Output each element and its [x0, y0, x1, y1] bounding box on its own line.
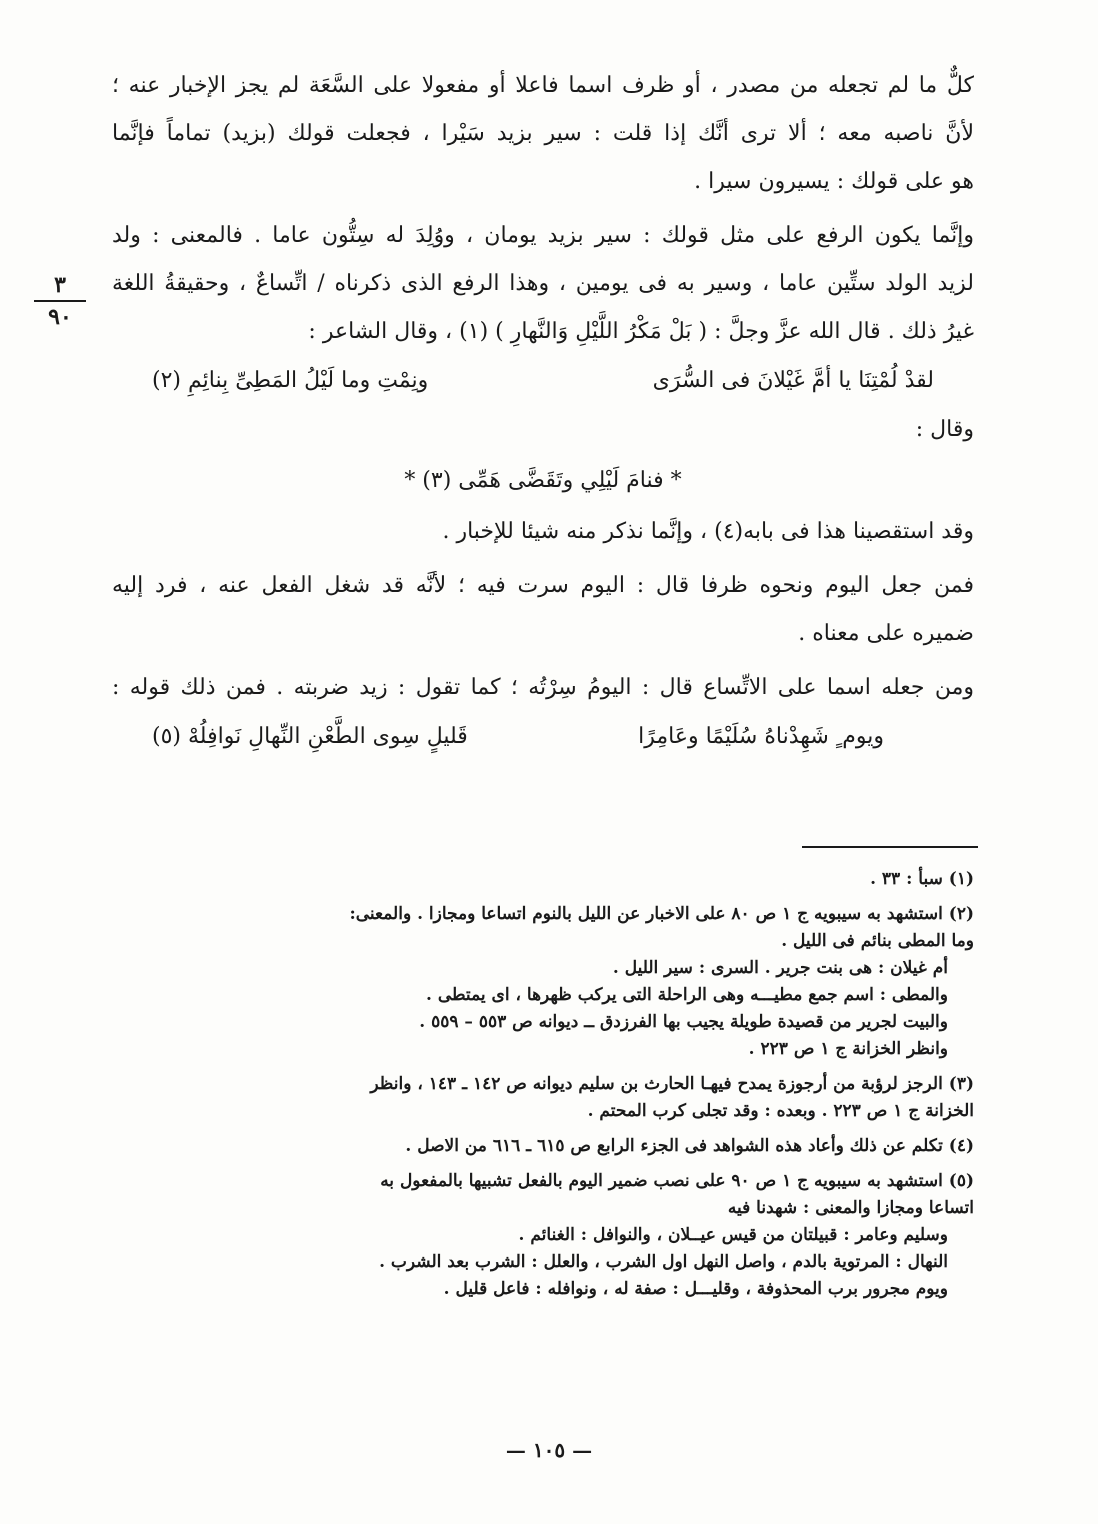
footnote-5	[112, 1168, 974, 1303]
text-line: غيرُ ذلك . قال الله عزَّ وجلَّ : ( بَلْ مَكْرُ اللَّيْلِ وَالنَّهارِ ) (١) ، وقال الشاعر :	[308, 319, 974, 344]
footnote-line: (٤) تكلم عن ذلك وأعاد هذه الشواهد فى الجزء الرابع ص ٦١٥ ـ ٦١٦ من الاصل .	[405, 1136, 974, 1156]
footnote-line: وما المطى بنائم فى الليل .	[781, 931, 974, 951]
verse-1	[112, 356, 974, 406]
footnote-line: (١) سبأ : ٣٣ .	[870, 869, 974, 889]
footnote-line: (٣) الرجز لرؤبة من أرجوزة يمدح فيهـا الحارث بن سليم ديوانه ص ١٤٢ ـ ١٤٣ ، وانظر	[370, 1074, 974, 1094]
footnote-line: (٢) استشهد به سيبويه ج ١ ص ٨٠ على الاخبار عن الليل بالنوم اتساعا ومجازا . والمعنى:	[349, 904, 974, 924]
text-line: وإنَّما يكون الرفع على مثل قولك : سير بزيد يومان ، ووُلِدَ له سِتُّون عاما . فالمعنى : ولد	[112, 223, 974, 248]
margin-reference-divider	[34, 300, 86, 302]
footnote-2	[112, 901, 974, 1063]
footnote-line: النهال : المرتوية بالدم ، واصل النهل اول الشرب ، والعلل : الشرب بعد الشرب .	[379, 1252, 948, 1272]
footnote-line: (٥) استشهد به سيبويه ج ١ ص ٩٠ على نصب ضمير اليوم بالفعل تشبيها بالمفعول به	[380, 1171, 974, 1191]
paragraph-4	[112, 508, 974, 556]
text-line: ضميره على معناه .	[798, 621, 974, 646]
paragraph-2	[112, 212, 974, 356]
footnotes	[112, 866, 974, 1303]
verse-2: * فنامَ لَيْلِي وتَقَضَّى هَمِّى (٣) *	[404, 468, 682, 493]
footnote-line: ويوم مجرور برب المحذوفة ، وقليـــل : صفة له ، ونوافله : فاعل قليل .	[443, 1279, 948, 1299]
footnote-line: والمطى : اسم جمع مطيـــه وهى الراحلة التى يركب ظهرها ، اى يمتطى .	[425, 985, 948, 1005]
margin-reference-top: ٣	[54, 272, 66, 298]
paragraph-3	[112, 406, 974, 454]
text-line: هو على قولك : يسيرون سيرا .	[694, 169, 974, 194]
verse-3-second-hemistich: قَليلٍ سِوى الطَّعْنِ النِّهالِ نَوافِلُهْ (٥)	[152, 724, 468, 749]
text-line: وقال :	[915, 417, 974, 442]
main-text	[112, 62, 974, 762]
text-line: لزيد الولد ستِّين عاما ، وسير به فى يومين ، وهذا الرفع الذى ذكرناه / اتِّساعٌ ، وحقيقةُ اللغة	[112, 271, 974, 296]
text-line: فمن جعل اليوم ونحوه ظرفا قال : اليوم سرت فيه ؛ لأنَّه قد شغل الفعل عنه ، فرد إليه	[112, 573, 974, 598]
paragraph-6	[112, 664, 974, 712]
verse-3-first-hemistich: ويوم ٍ شَهِدْناهُ سُلَيْمًا وعَامِرًا	[638, 724, 884, 749]
footnote-line: اتساعا ومجازا والمعنى : شهدنا فيه	[727, 1198, 974, 1218]
footnote-line: والبيت لجرير من قصيدة طويلة يجيب بها الفرزدق ــ ديوانه ص ٥٥٣ – ٥٥٩ .	[419, 1012, 948, 1032]
footnote-line: أم غيلان : هى بنت جرير . السرى : سير الليل .	[612, 958, 948, 978]
paragraph-5	[112, 562, 974, 658]
page-number: — ١٠٥ —	[505, 1438, 593, 1462]
verse-1-second-hemistich: ونِمْتِ وما لَيْلُ المَطِىِّ بِنائِمِ (٢)	[152, 368, 429, 393]
text-line: لأنَّ ناصبه معه ؛ ألا ترى أنَّك إذا قلت : سير بزيد سَيْرا ، فجعلت قولك (بزيد) تماماً فإنَّما	[112, 121, 974, 146]
footnote-4	[112, 1133, 974, 1160]
margin-reference	[30, 272, 90, 330]
footnote-3	[112, 1071, 974, 1125]
margin-reference-bottom: ٩٠	[48, 304, 72, 330]
footnote-separator	[802, 846, 978, 848]
verse-3	[112, 712, 974, 762]
footnote-line: الخزانة ج ١ ص ٢٢٣ . وبعده : وقد تجلى كرب المحتم .	[587, 1101, 974, 1121]
footnote-line: وانظر الخزانة ج ١ ص ٢٢٣ .	[748, 1039, 948, 1059]
footnote-line: وسليم وعامر : قبيلتان من قيس عيــلان ، والنوافل : الغنائم .	[518, 1225, 948, 1245]
text-line: ومن جعله اسما على الاتِّساع قال : اليومُ سِرْتُه ؛ كما تقول : زيد ضربته . فمن ذلك قوله :	[112, 675, 974, 700]
text-line: وقد استقصينا هذا فى بابه(٤) ، وإنَّما نذكر منه شيئا للإخبار .	[442, 519, 974, 544]
footnote-1	[112, 866, 974, 893]
paragraph-1	[112, 62, 974, 206]
verse-1-first-hemistich: لقدْ لُمْتِنَا يا أمَّ غَيْلانَ فى السُّرَى	[652, 368, 934, 393]
text-line: كلٌّ ما لم تجعله من مصدر ، أو ظرف اسما فاعلا أو مفعولا على السَّعَة لم يجز الإخبار عنه ؛	[112, 73, 974, 98]
